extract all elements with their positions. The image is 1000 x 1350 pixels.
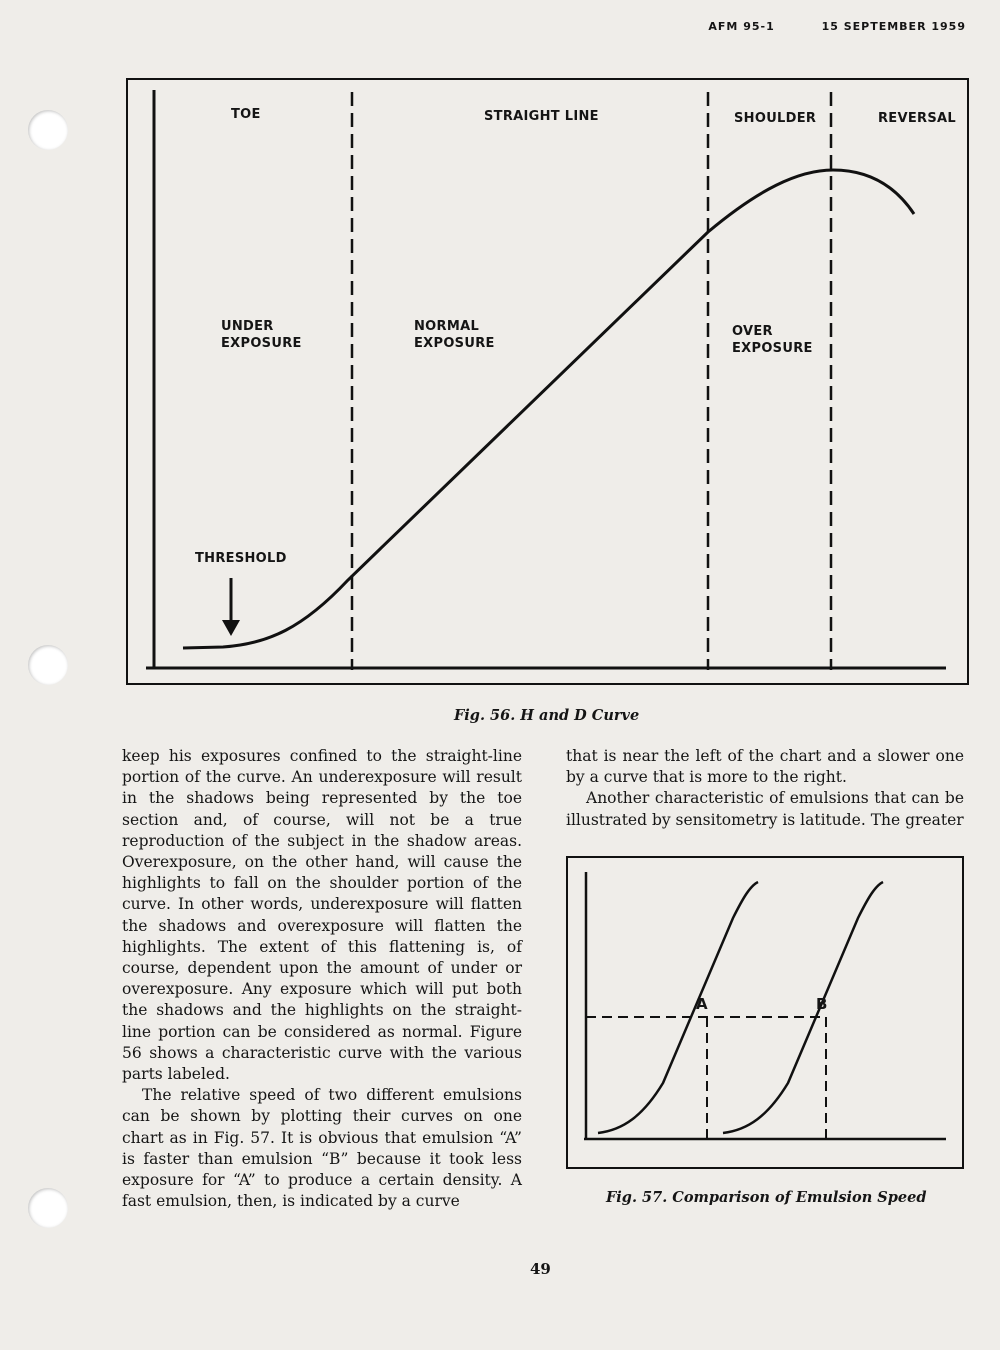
- right-paragraph-2: Another characteristic of emulsions that can be illustrated by sensitometry is latitude. The greater: [566, 789, 964, 829]
- right-text-column: [566, 746, 964, 831]
- curve-emulsion-b: [723, 882, 883, 1133]
- region-label-shoulder: SHOULDER: [734, 111, 817, 126]
- normal-exposure-line2: EXPOSURE: [414, 336, 495, 351]
- label-a: A: [696, 995, 708, 1013]
- over-exposure-line1: OVER: [732, 324, 773, 339]
- threshold-arrow-head: [222, 620, 240, 636]
- over-exposure-label: [732, 323, 813, 357]
- threshold-label: THRESHOLD: [195, 551, 287, 566]
- curve-emulsion-a: [598, 882, 758, 1133]
- doc-date: 15 SEPTEMBER 1959: [821, 20, 966, 33]
- running-header: [666, 20, 966, 33]
- over-exposure-line2: EXPOSURE: [732, 341, 813, 356]
- figure-57-caption: Fig. 57. Comparison of Emulsion Speed: [606, 1189, 927, 1206]
- punch-hole-top: [28, 110, 68, 150]
- label-b: B: [816, 995, 828, 1013]
- figure-57-emulsion-speed: [566, 856, 964, 1169]
- right-paragraph-1: that is near the left of the chart and a slower one by a curve that is more to the right.: [566, 747, 964, 787]
- punch-hole-middle: [28, 645, 68, 685]
- left-text-column: [122, 746, 522, 1212]
- characteristic-curve: [183, 170, 914, 648]
- under-exposure-line2: EXPOSURE: [221, 336, 302, 351]
- figure-56-caption: Fig. 56. H and D Curve: [454, 707, 640, 724]
- doc-id: AFM 95-1: [708, 20, 775, 33]
- region-label-reversal: REVERSAL: [878, 111, 956, 126]
- figure-56-hd-curve: [126, 78, 969, 685]
- normal-exposure-line1: NORMAL: [414, 319, 480, 334]
- emulsion-speed-diagram: [568, 858, 962, 1167]
- hd-curve-diagram: [128, 80, 967, 683]
- normal-exposure-label: [414, 318, 495, 352]
- punch-hole-bottom: [28, 1188, 68, 1228]
- region-label-toe: TOE: [231, 107, 261, 122]
- under-exposure-label: [221, 318, 302, 352]
- left-paragraph-2: The relative speed of two different emulsions can be shown by plotting their curves on one chart as in Fig. 57. It is obvious that emulsion “A” is faster than emulsion “B” because it took less exposure for “A” to produce a certain density. A fast emulsion, then, is indicated by a curve: [122, 1086, 522, 1211]
- left-paragraph-1: keep his exposures confined to the straight-line portion of the curve. An underexposure will result in the shadows being represented by the toe section and, of course, will not be a true reproduction of the subject in the shadow areas. Overexposure, on the other hand, will cause the highlights to fall on the shoulder portion of the curve. In other words, underexposure will flatten the shadows and overexposure will flatten the highlights. The extent of this flattening is, of course, dependent upon the amount of under or overexposure. Any exposure which will put both the shadows and the highlights on the straight-line portion can be considered as normal. Figure 56 shows a characteristic curve with the various parts labeled.: [122, 747, 522, 1084]
- region-label-straight-line: STRAIGHT LINE: [484, 109, 599, 124]
- under-exposure-line1: UNDER: [221, 319, 274, 334]
- page-number: 49: [530, 1260, 551, 1278]
